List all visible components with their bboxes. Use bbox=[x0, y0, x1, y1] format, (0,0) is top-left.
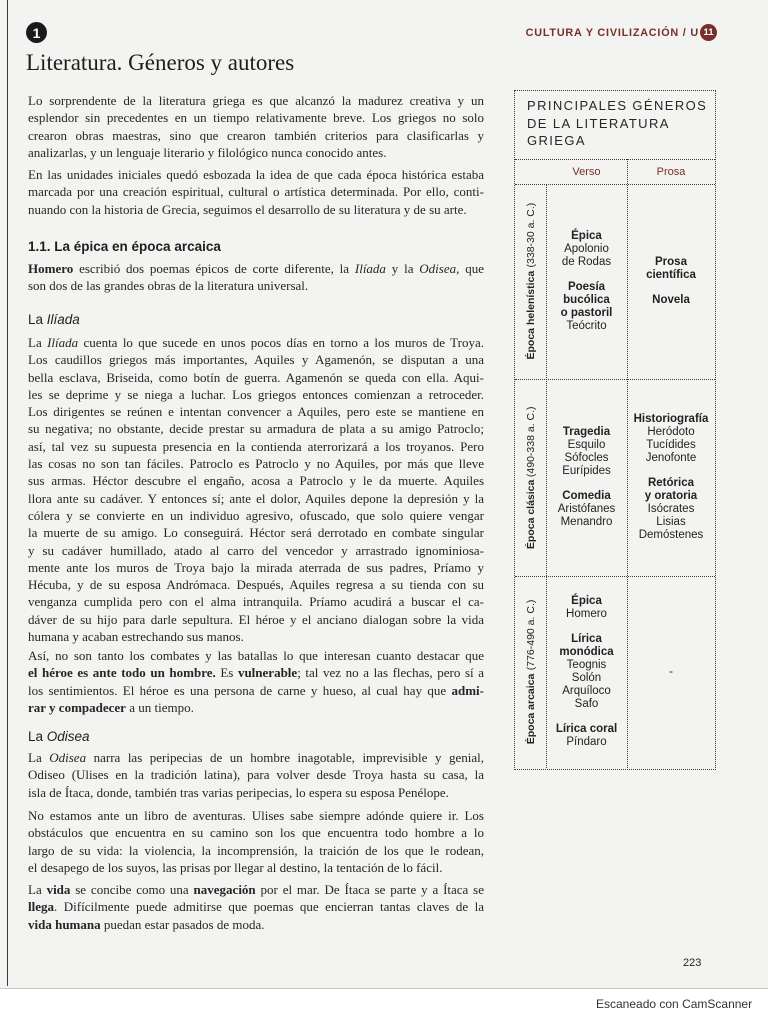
prosa-cell bbox=[627, 184, 715, 379]
author-name bbox=[559, 672, 613, 685]
text-line bbox=[28, 898, 484, 915]
author-name bbox=[562, 243, 611, 256]
author-name bbox=[634, 452, 709, 465]
text-segment: Apolonio bbox=[564, 243, 609, 255]
text-line bbox=[28, 859, 484, 876]
bold-text: Épica bbox=[571, 230, 602, 242]
genres-table-title bbox=[527, 97, 707, 150]
text-line bbox=[28, 647, 484, 664]
period-label-text bbox=[525, 406, 537, 549]
text-line bbox=[28, 842, 484, 859]
text-line bbox=[28, 749, 484, 766]
bold-text: Novela bbox=[652, 294, 690, 306]
text-line bbox=[28, 611, 484, 628]
text-line bbox=[28, 682, 484, 699]
scanner-watermark: Escaneado con CamScanner bbox=[596, 997, 753, 1011]
author-name bbox=[634, 439, 709, 452]
unit-label: CULTURA Y CIVILIZACIÓN / U bbox=[525, 26, 699, 39]
text-segment: bella esclava, Briseida, como botín de guerra. Agamenón se queda con ella. Aqui- bbox=[28, 369, 484, 385]
text-segment: Solón bbox=[571, 672, 602, 684]
genre-group bbox=[562, 426, 611, 478]
bold-text: Comedia bbox=[562, 490, 611, 502]
text-segment: Arquíloco bbox=[562, 685, 611, 697]
author-name bbox=[559, 698, 613, 711]
prosa-cell bbox=[627, 576, 715, 768]
author-name bbox=[562, 465, 611, 478]
text-segment: puedan estar pasados de moda. bbox=[100, 916, 265, 932]
text-segment: obstáculos que encuentra en su camino son los que encuentra todo hombre a lo bbox=[28, 825, 484, 841]
genres-table bbox=[514, 90, 716, 770]
text-line bbox=[28, 881, 484, 898]
bold-text: monódica bbox=[559, 646, 614, 658]
genre-name bbox=[556, 723, 617, 736]
text-segment: Eurípides bbox=[562, 465, 611, 477]
bold-text: vida bbox=[46, 882, 71, 897]
section-number-badge: 1 bbox=[26, 22, 47, 43]
bold-text: Poesía bbox=[567, 281, 606, 293]
bold-text: o pastoril bbox=[560, 307, 613, 319]
text-segment: isla de Ítaca, donde, también tras varias peripecias, lo espera su esposa Penélope. bbox=[28, 784, 449, 800]
italic-text: Ilíada bbox=[354, 261, 386, 276]
page-title: Literatura. Géneros y autores bbox=[26, 50, 295, 75]
genre-name bbox=[646, 269, 696, 282]
genre-name bbox=[559, 646, 613, 659]
iliada-paragraph bbox=[28, 647, 484, 716]
text-segment: ; tal vez no a las flechas, pero sí a bbox=[297, 665, 484, 681]
genre-group bbox=[566, 595, 607, 621]
bold-text: admi- bbox=[451, 682, 484, 698]
odisea-paragraph bbox=[28, 881, 484, 933]
section-heading: 1.1. La épica en época arcaica bbox=[28, 239, 221, 254]
odisea-paragraph bbox=[28, 807, 484, 876]
author-name bbox=[639, 529, 704, 542]
text-segment: Sófocles bbox=[564, 452, 609, 464]
text-line bbox=[28, 576, 484, 593]
text-line bbox=[28, 334, 484, 351]
genre-name bbox=[561, 281, 613, 294]
author-name bbox=[669, 666, 673, 679]
text-segment: No estamos ante un libro de aventuras. Ulises sabe siempre adónde quiere ir. Los bbox=[28, 808, 484, 823]
text-segment: Tucídides bbox=[646, 439, 696, 451]
text-segment: Así, no son tanto los combates y las batallas lo que interesan cuanto destacar que bbox=[28, 648, 484, 663]
genre-group bbox=[559, 633, 613, 711]
period-label-text bbox=[525, 203, 537, 359]
author-name bbox=[559, 659, 613, 672]
author-name bbox=[634, 426, 709, 439]
intro-paragraph bbox=[28, 166, 484, 218]
bold-text: rar y compadecer bbox=[28, 699, 126, 715]
genre-name bbox=[561, 307, 613, 320]
genre-group bbox=[558, 490, 616, 529]
bold-text: y oratoria bbox=[644, 490, 698, 502]
text-segment: La bbox=[28, 750, 50, 765]
text-segment: Jenofonte bbox=[645, 452, 697, 464]
genre-name bbox=[639, 490, 704, 503]
bold-text: Retórica bbox=[647, 477, 695, 489]
text-segment: a un tiempo. bbox=[125, 699, 194, 715]
bold-text: bucólica bbox=[563, 294, 610, 306]
text-segment: humana y acaban estrechando sus manos. bbox=[28, 629, 244, 645]
text-line bbox=[28, 916, 484, 933]
author-name bbox=[639, 503, 704, 516]
text-segment: Homero bbox=[566, 608, 607, 620]
text-segment: crearon obras maestras, sino que crearon también criterios para clasificarlas y bbox=[28, 127, 484, 143]
period-dates: (338-30 a. C.) bbox=[524, 203, 537, 269]
text-line bbox=[28, 593, 484, 610]
bold-text: Historiografía bbox=[633, 413, 709, 425]
text-segment: Teócrito bbox=[566, 320, 607, 332]
genre-group bbox=[646, 256, 696, 282]
verso-cell bbox=[546, 184, 627, 379]
text-segment: las cosas no son tan fáciles. Patroclo es Patroclo y no Aquiles, por más que lleve bbox=[28, 456, 484, 472]
text-line bbox=[28, 420, 484, 437]
genre-name bbox=[562, 230, 611, 243]
genre-name bbox=[561, 294, 613, 307]
column-header-verso: Verso bbox=[572, 165, 601, 178]
text-line bbox=[28, 127, 484, 144]
text-segment: llora ante su cadáver. Y entonces sí; ante el dolor, Aquiles depone la depresión y la bbox=[28, 490, 484, 506]
text-segment: se concibe como una bbox=[70, 882, 194, 897]
genre-name bbox=[639, 477, 704, 490]
period-label-text bbox=[525, 600, 537, 744]
prosa-cell bbox=[627, 379, 715, 576]
column-header-prosa: Prosa bbox=[656, 165, 686, 178]
text-line bbox=[28, 260, 484, 277]
text-line bbox=[28, 311, 484, 329]
text-segment: su negativa; no obstante, decide prestar su armadura de plata a su amigo Patroclo; bbox=[28, 421, 484, 437]
text-line bbox=[28, 507, 484, 524]
text-line bbox=[28, 369, 484, 386]
text-segment: Aristófanes bbox=[557, 503, 616, 515]
text-segment: Demóstenes bbox=[638, 529, 704, 541]
text-segment: , que bbox=[456, 261, 484, 276]
unit-number-badge: 11 bbox=[700, 24, 717, 41]
text-segment: Los dirigentes se reúnen e intentan convencer a Aquiles, pero este se mantiene en bbox=[28, 404, 484, 420]
text-line bbox=[28, 524, 484, 541]
author-name bbox=[559, 685, 613, 698]
text-line bbox=[28, 628, 484, 645]
text-line bbox=[28, 386, 484, 403]
author-name bbox=[562, 256, 611, 269]
period-name: Época arcaica bbox=[524, 673, 537, 745]
period-dates: (776-490 a. C.) bbox=[524, 599, 537, 671]
author-name bbox=[558, 516, 616, 529]
genre-name bbox=[558, 490, 616, 503]
author-name bbox=[558, 503, 616, 516]
text-line bbox=[28, 92, 484, 109]
page-number: 223 bbox=[683, 957, 702, 969]
period-label bbox=[515, 576, 546, 768]
text-segment: escribió dos poemas épicos de corte diferente, la bbox=[73, 261, 355, 276]
text-segment: Lo sorprendente de la literatura griega es que alcanzó la madurez creativa y un bbox=[28, 93, 484, 108]
author-name bbox=[639, 516, 704, 529]
text-segment: . Difícilmente puede admitirse que poemas que encierran tantas claves de la bbox=[54, 899, 484, 915]
section-intro-paragraph bbox=[28, 260, 484, 295]
text-segment: cuenta lo que sucede en unos pocos días en torno a los muros de Troya. bbox=[78, 335, 484, 350]
bold-text: navegación bbox=[193, 882, 256, 897]
text-line bbox=[28, 472, 484, 489]
iliada-paragraph bbox=[28, 334, 484, 645]
page-edge-line bbox=[7, 0, 8, 986]
genre-group bbox=[634, 413, 709, 465]
text-segment: venganza cumplida pero con el alma intranquila. Príamo acudirá a buscar el ca- bbox=[28, 594, 484, 610]
bold-text: Prosa bbox=[655, 256, 687, 268]
bold-text: Lírica bbox=[571, 633, 602, 645]
text-segment: La bbox=[28, 335, 48, 350]
text-segment: analizarlas, y un lenguaje literario y filológico nunca conocido antes. bbox=[28, 144, 387, 160]
text-segment: Los caudillos griegos más importantes, Aquiles y Agamenón, se disputan a una bbox=[28, 352, 484, 368]
genre-name bbox=[646, 256, 696, 269]
bold-text: científica bbox=[646, 269, 696, 281]
text-line bbox=[28, 144, 484, 161]
text-segment: Menandro bbox=[560, 516, 613, 528]
period-name: Época helenística bbox=[524, 271, 537, 360]
text-line bbox=[28, 438, 484, 455]
text-segment: La bbox=[28, 882, 47, 897]
author-name bbox=[561, 320, 613, 333]
text-segment: Teognis bbox=[566, 659, 607, 671]
text-segment: narra las peripecias de un hombre inagotable, imprevisible y genial, bbox=[86, 750, 484, 765]
italic-text: Odisea bbox=[46, 729, 90, 744]
text-segment: Odiseo (Ulises en la tradición latina), para volver desde Troya hasta su casa, la bbox=[28, 767, 484, 783]
text-line bbox=[28, 559, 484, 576]
text-segment: les se deprime y se niega a luchar. Los griegos entonces comienzan a retroceder. bbox=[28, 386, 484, 402]
text-segment: mente ante los muros de Troya bajo la mirada aterrada de sus padres, Príamo y bbox=[28, 559, 484, 575]
text-segment: el desapego de los suyos, las prisas por llegar al destino, la tentación de lo fácil. bbox=[28, 859, 443, 875]
subheading-iliada bbox=[28, 311, 484, 329]
bold-text: Tragedia bbox=[562, 426, 611, 438]
title-line: GRIEGA bbox=[527, 133, 586, 148]
text-line bbox=[28, 807, 484, 824]
text-segment: La bbox=[28, 312, 47, 327]
genre-name bbox=[566, 595, 607, 608]
genre-group bbox=[561, 281, 613, 333]
genre-name bbox=[559, 633, 613, 646]
italic-text: Odisea bbox=[49, 750, 87, 765]
text-segment: cólera y se convierte en un individuo agresivo, ofuscado, que solo quiere vengar bbox=[28, 507, 484, 523]
period-label bbox=[515, 184, 546, 379]
text-segment: Esquilo bbox=[567, 439, 606, 451]
author-name bbox=[562, 439, 611, 452]
genre-group bbox=[556, 723, 617, 749]
genre-group bbox=[669, 666, 673, 679]
text-segment: Hécuba, y de su esposa Andrómaca. Después, Aquiles regresa a su tienda con su bbox=[28, 577, 484, 593]
italic-text: Ilíada bbox=[47, 335, 79, 350]
subheading-odisea bbox=[28, 728, 484, 746]
text-segment: Isócrates bbox=[647, 503, 695, 515]
text-line bbox=[28, 490, 484, 507]
text-segment: de Rodas bbox=[561, 256, 612, 268]
text-line bbox=[28, 277, 484, 294]
bold-text: vida humana bbox=[28, 916, 101, 932]
bold-text: Homero bbox=[28, 261, 74, 276]
text-segment: sus armas. Héctor descubre el engaño, acosa a Patroclo y le da muerte. Aquiles bbox=[28, 473, 484, 489]
bold-text: vulnerable bbox=[237, 665, 298, 681]
text-line bbox=[28, 455, 484, 472]
text-segment: la muerte de su amigo. Lo conseguirá. Héctor será derrotado en combate singular bbox=[28, 525, 484, 541]
author-name bbox=[556, 736, 617, 749]
author-name bbox=[562, 452, 611, 465]
odisea-paragraph bbox=[28, 749, 484, 801]
text-line bbox=[28, 766, 484, 783]
text-segment: marcada por una creación espiritual, cultural o artística determinada. Por ello, conti- bbox=[28, 184, 484, 200]
bold-text: Épica bbox=[571, 595, 602, 607]
text-line bbox=[28, 542, 484, 559]
period-dates: (490-338 a. C.) bbox=[524, 405, 537, 477]
text-segment: La bbox=[28, 729, 47, 744]
text-line bbox=[28, 784, 484, 801]
title-line: DE LA LITERATURA bbox=[527, 115, 670, 131]
text-line bbox=[28, 183, 484, 200]
genre-group bbox=[639, 477, 704, 542]
verso-cell bbox=[546, 576, 627, 768]
text-segment: y la bbox=[385, 261, 420, 276]
text-segment: así, tal vez su supuesta presencia en la contienda aterrorizará a los troyanos. Pero bbox=[28, 438, 484, 454]
text-segment: largo de su vida: la violencia, la incomprensión, la traición de los que le rodean, bbox=[28, 842, 484, 858]
text-line bbox=[28, 699, 484, 716]
italic-text: Ilíada bbox=[46, 312, 80, 327]
genre-name bbox=[634, 413, 709, 426]
text-segment: nuando con la historia de Grecia, seguimos el desarrollo de su literatura y de su arte. bbox=[28, 201, 467, 217]
text-segment: En las unidades iniciales quedó esbozada la idea de que cada época histórica estaba bbox=[28, 167, 484, 182]
italic-text: Odisea bbox=[419, 261, 457, 276]
text-segment: Píndaro bbox=[566, 736, 607, 748]
period-label bbox=[515, 379, 546, 576]
text-segment: y su cadáver humillado, atado al carro del vencedor y arrastrado ignominiosa- bbox=[28, 542, 484, 558]
bold-text: Lírica coral bbox=[555, 723, 618, 735]
bold-text: llega bbox=[28, 899, 54, 915]
verso-cell bbox=[546, 379, 627, 576]
text-segment: esplendor sin precedentes en un tiempo relativamente breve. Los griegos no solo bbox=[28, 110, 484, 126]
text-segment: son dos de las grandes obras de la literatura universal. bbox=[28, 278, 309, 294]
text-line bbox=[28, 664, 484, 681]
genre-group bbox=[652, 294, 690, 307]
text-segment: por el mar. De Ítaca se parte y a Ítaca se bbox=[255, 882, 484, 897]
unit-header bbox=[526, 24, 717, 41]
genre-name bbox=[562, 426, 611, 439]
genre-group bbox=[562, 230, 611, 269]
author-name bbox=[566, 608, 607, 621]
intro-paragraph bbox=[28, 92, 484, 161]
text-line bbox=[28, 824, 484, 841]
text-segment: dáver de su hijo para darle sepultura. El héroe y el anciano dialogan sobre la vida bbox=[28, 611, 484, 627]
text-line bbox=[28, 351, 484, 368]
text-line bbox=[28, 109, 484, 126]
title-line: PRINCIPALES GÉNEROS bbox=[527, 98, 708, 113]
period-name: Época clásica bbox=[524, 479, 537, 550]
text-segment: - bbox=[669, 665, 673, 678]
text-segment: Lisias bbox=[656, 516, 686, 528]
text-segment: Safo bbox=[574, 698, 599, 710]
text-segment: los sentimientos. El héroe es una persona de carne y hueso, al cual hay que bbox=[28, 682, 452, 698]
text-line bbox=[28, 201, 484, 218]
text-line bbox=[28, 403, 484, 420]
genre-name bbox=[652, 294, 690, 307]
text-segment: Es bbox=[215, 665, 238, 681]
text-segment: Heródoto bbox=[647, 426, 695, 438]
text-line bbox=[28, 728, 484, 746]
text-line bbox=[28, 166, 484, 183]
bold-text: el héroe es ante todo un hombre. bbox=[28, 665, 216, 681]
